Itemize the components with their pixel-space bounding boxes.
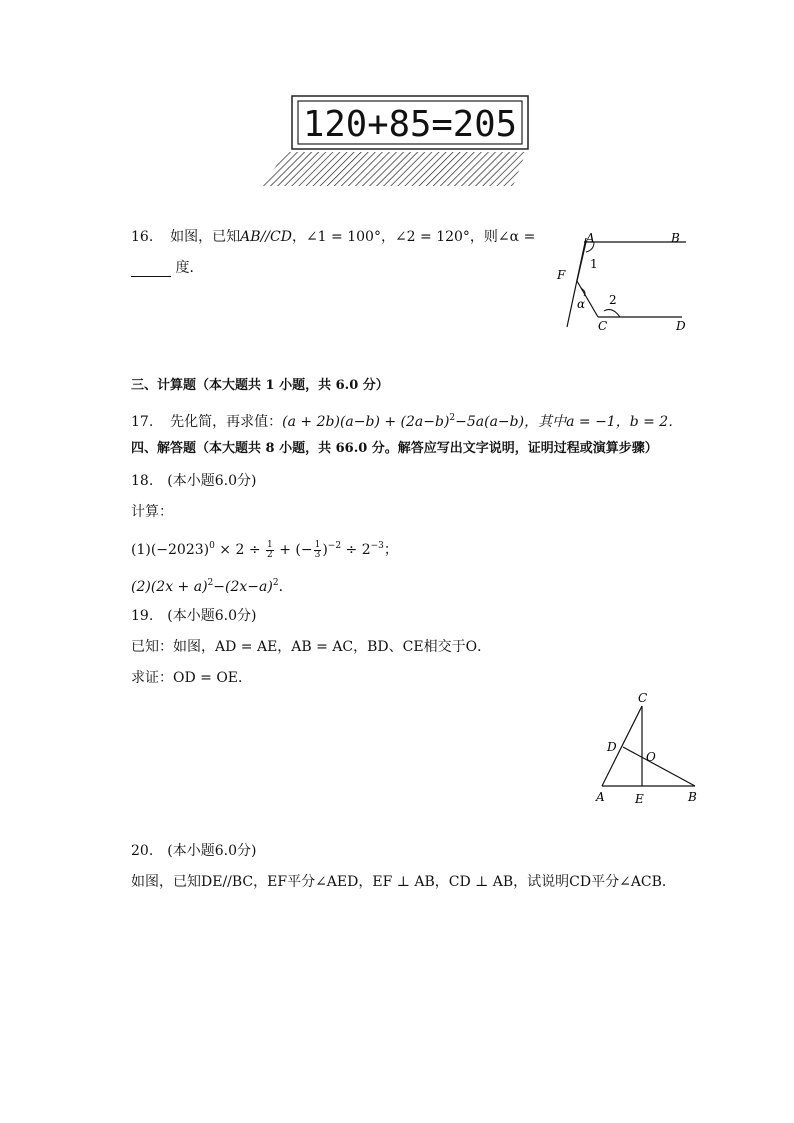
q18-frac1-den: 2 <box>267 549 273 560</box>
q18-intro: 计算： <box>131 504 173 520</box>
q18-header: 18. (本小题6.0分) <box>131 473 257 489</box>
section4-heading: 四、解答题（本大题共 8 小题，共 66.0 分。解答应写出文字说明，证明过程或演算步骤） <box>131 441 658 456</box>
q19-prove: 求证：OD = OE． <box>131 670 253 686</box>
q16-line-a-to-fold <box>577 242 586 281</box>
q16-angles: ∠1 = 100°，∠2 = 120°，则∠α = <box>305 229 536 245</box>
q18-part1-sup3: −3 <box>370 541 384 551</box>
q16-angle2-arc <box>604 309 620 317</box>
q18-part1-f: ； <box>383 542 398 558</box>
q18-part1-sup2: −2 <box>327 541 342 551</box>
q16-figure <box>550 226 700 338</box>
q16-label-b: B <box>671 231 680 245</box>
q18-fraction-third <box>314 541 322 560</box>
q18-part1-b: × 2 ÷ <box>214 542 266 558</box>
q17-expr: (a + 2b)(a−b) + (2a−b) <box>282 414 450 430</box>
q19-label-a: A <box>596 790 605 804</box>
q16-number: 16. <box>131 229 154 245</box>
q16-line-transversal <box>567 238 586 327</box>
q16-suffix: 度． <box>175 260 204 276</box>
q18-part2-c: ． <box>278 579 293 595</box>
q17-number: 17. <box>131 414 154 430</box>
q16-parallel: AB//CD <box>240 229 292 245</box>
q17-expr-tail: −5a(a−b)，其中a = −1，b = 2． <box>455 414 683 430</box>
q17-expr-sup: 2 <box>449 413 456 423</box>
q18-frac2-num: 1 <box>314 539 321 550</box>
q18-part1-c: + (− <box>274 542 313 558</box>
section3-heading: 三、计算题（本大题共 1 小题，共 6.0 分） <box>131 378 389 393</box>
q18-part2-a: (2)(2x + a) <box>131 579 208 595</box>
q17-text: 先化简，再求值： <box>170 414 283 430</box>
q18-frac1-num: 1 <box>267 539 273 550</box>
q16-label-alpha: α <box>577 297 586 311</box>
q18-part2-b: −(2x−a) <box>213 579 273 595</box>
q16-text-before: 如图，已知 <box>170 229 241 245</box>
q19-figure <box>590 688 702 810</box>
display-equation-text: 120+85=205 <box>303 104 517 145</box>
q16-label-f: F <box>557 268 566 282</box>
q18-fraction-half <box>266 541 274 560</box>
q18-frac2-den: 3 <box>314 549 321 560</box>
q20-header: 20. (本小题6.0分) <box>131 843 257 859</box>
q19-label-e: E <box>635 792 644 806</box>
q19-label-o: O <box>646 750 656 764</box>
q20-text: 如图，已知DE//BC，EF平分∠AED，EF ⊥ AB，CD ⊥ AB，试说明CD平分∠ACB． <box>131 874 676 890</box>
q16-label-one: 1 <box>590 257 598 271</box>
q19-label-b: B <box>688 790 697 804</box>
q18-part1-sup0: 0 <box>209 541 215 551</box>
q19-label-c: C <box>638 691 648 705</box>
q18-part1-a: (1)(−2023) <box>131 542 210 558</box>
q19-line-bd <box>623 747 695 786</box>
q16-answer-blank <box>131 262 171 277</box>
q19-label-d: D <box>607 740 617 754</box>
calculator-display-figure <box>258 92 534 190</box>
q16-label-d: D <box>676 319 686 333</box>
q17-line <box>131 409 682 431</box>
q16-label-c: C <box>598 319 608 333</box>
q16-line2 <box>131 259 203 277</box>
display-shadow-hatching <box>262 152 526 186</box>
q19-header: 19. (本小题6.0分) <box>131 608 257 624</box>
q18-part1 <box>131 537 398 560</box>
q18-part2 <box>131 574 293 596</box>
q16-label-a: A <box>586 231 595 245</box>
q18-part2-sup: 2 <box>207 578 214 588</box>
q18-part1-e: ÷ 2 <box>341 542 371 558</box>
q18-part1-d: ) <box>322 542 328 558</box>
q19-given: 已知：如图，AD = AE，AB = AC，BD、CE相交于O． <box>131 639 492 655</box>
q16-label-two: 2 <box>609 293 617 307</box>
q16-line1: 16. 如图，已知AB//CD，∠1 = 100°，∠2 = 120°，则∠α = <box>131 229 536 245</box>
q18-part2-sup2: 2 <box>272 578 279 588</box>
